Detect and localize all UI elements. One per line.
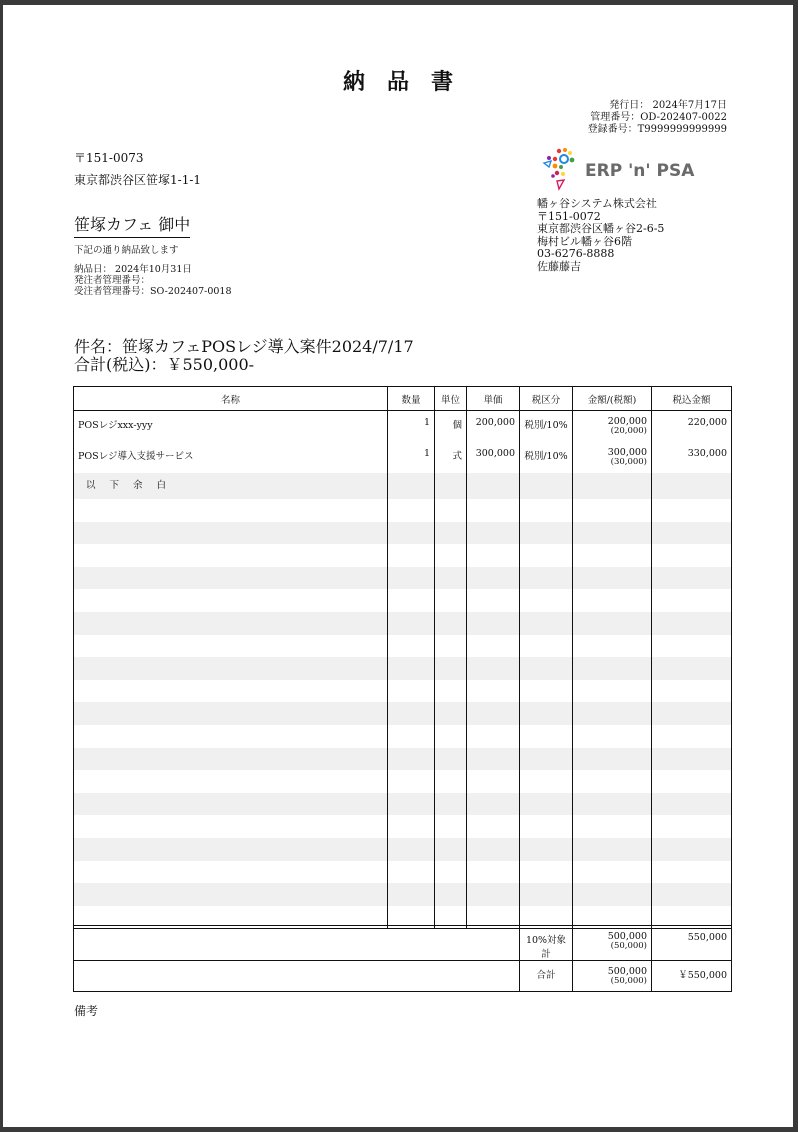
header-name: 名称 [74,387,388,411]
blank-row [74,702,732,725]
subject-block [74,338,414,374]
subject-total: 合計(税込)：￥550,000- [74,355,255,374]
blank-row [74,635,732,658]
issue-date: 発行日： 2024年7月17日 [609,100,727,111]
delivery-note: 下記の通り納品致します [74,245,179,256]
grand-amount-cell [573,961,652,992]
item-total: 330,000 [652,442,732,473]
logo-dot [544,161,551,167]
item-name: POSレジxxx-yyy [74,411,388,442]
blank-row [74,657,732,680]
taxable-total: 550,000 [652,926,732,961]
blank-row [74,861,732,884]
blank-row [74,680,732,703]
item-tax-type: 税別/10% [520,442,573,473]
item-amount-cell [573,411,652,442]
header-unit-price: 単価 [467,387,520,411]
customer-address: 東京都渋谷区笹塚1-1-1 [74,173,202,187]
blank-row [74,815,732,838]
logo-dot [551,174,555,178]
item-name: POSレジ導入支援サービス [74,442,388,473]
company-name: 幡ヶ谷システム株式会社 [537,197,657,210]
blank-row [74,748,732,771]
company-postal: 〒151-0072 [537,209,601,223]
blank-row [74,589,732,612]
table-row [74,442,732,473]
logo-dot [555,171,559,175]
registration-number: 登録番号：T9999999999999 [587,124,727,135]
item-unit-price: 300,000 [467,442,520,473]
delivery-date: 納品日： 2024年10月31日 [74,264,192,275]
item-tax: (30,000) [610,456,647,467]
item-unit: 式 [435,442,467,473]
taxable-tax: (50,000) [610,941,647,951]
logo-dot [570,158,575,163]
grand-total-row [74,961,732,992]
items-table [73,386,732,929]
delivery-info [74,264,232,297]
item-unit-price: 200,000 [467,411,520,442]
blank-row [74,883,732,906]
company-phone: 03-6276-8888 [537,247,615,260]
logo-text: ERP 'n' PSA [585,161,695,181]
receiver-control-number: 受注者管理番号：SO-202407-0018 [74,286,232,297]
company-address: 東京都渋谷区幡ヶ谷2-6-5 [537,222,665,235]
blank-row [74,499,732,522]
grand-total-label: 合計 [520,961,573,992]
item-total: 220,000 [652,411,732,442]
table-row [74,411,732,442]
logo-dot [557,149,561,153]
item-amount: 200,000 [607,416,647,427]
item-quantity: 1 [388,442,435,473]
logo-dot [568,151,572,155]
customer-postal: 〒151-0073 [74,151,144,165]
issuer-company-block [537,198,664,273]
blank-row [74,770,732,793]
document-meta [588,100,727,136]
header-quantity: 数量 [388,387,435,411]
taxable-amount: 500,000 [607,931,647,942]
item-quantity: 1 [388,411,435,442]
item-unit: 個 [435,411,467,442]
item-amount-cell [573,442,652,473]
logo-dot [553,157,557,161]
blank-row [74,725,732,748]
document-page [3,5,793,1127]
company-person: 佐藤藤吉 [537,259,581,273]
grand-total: ￥550,000 [652,961,732,992]
grand-amount: 500,000 [607,966,647,977]
table-header-row [74,387,732,411]
logo-dot [553,164,558,169]
item-tax: (20,000) [610,426,647,436]
header-unit: 単位 [435,387,467,411]
document-title: 納品書 [342,69,475,95]
blank-row [74,612,732,635]
blank-row [74,567,732,590]
remainder-text: 以下余白 [86,479,181,491]
subject-title: 件名：笹塚カフェPOSレジ導入案件2024/7/17 [74,337,414,356]
customer-name: 笹塚カフェ 御中 [74,212,190,238]
item-amount: 300,000 [607,446,647,458]
logo-dot [547,156,551,160]
logo-dot [561,172,565,176]
logo-dot [563,148,567,152]
totals-table [73,925,732,992]
remainder-row [74,473,732,500]
company-logo [539,147,699,191]
grand-tax: (50,000) [610,976,647,986]
logo-dot [557,180,564,189]
item-tax-type: 税別/10% [520,411,573,442]
logo-dot [559,165,563,169]
logo-dot [560,155,568,163]
header-tax-type: 税区分 [520,387,573,411]
blank-row [74,522,732,545]
orderer-control-number: 発注者管理番号： [74,275,151,286]
blank-row [74,544,732,567]
taxable-total-row [74,926,732,961]
taxable-label: 10%対象計 [520,926,573,961]
taxable-amount-cell [573,926,652,961]
header-amount: 金額/(税額) [573,387,652,411]
logo-mark-icon [539,147,583,191]
company-building: 梅村ビル幡ヶ谷6階 [537,234,632,248]
blank-row [74,838,732,861]
header-total: 税込金額 [652,387,732,411]
blank-row [74,793,732,816]
control-number: 管理番号：OD-202407-0022 [590,112,727,123]
remarks-label: 備考 [74,1004,99,1018]
